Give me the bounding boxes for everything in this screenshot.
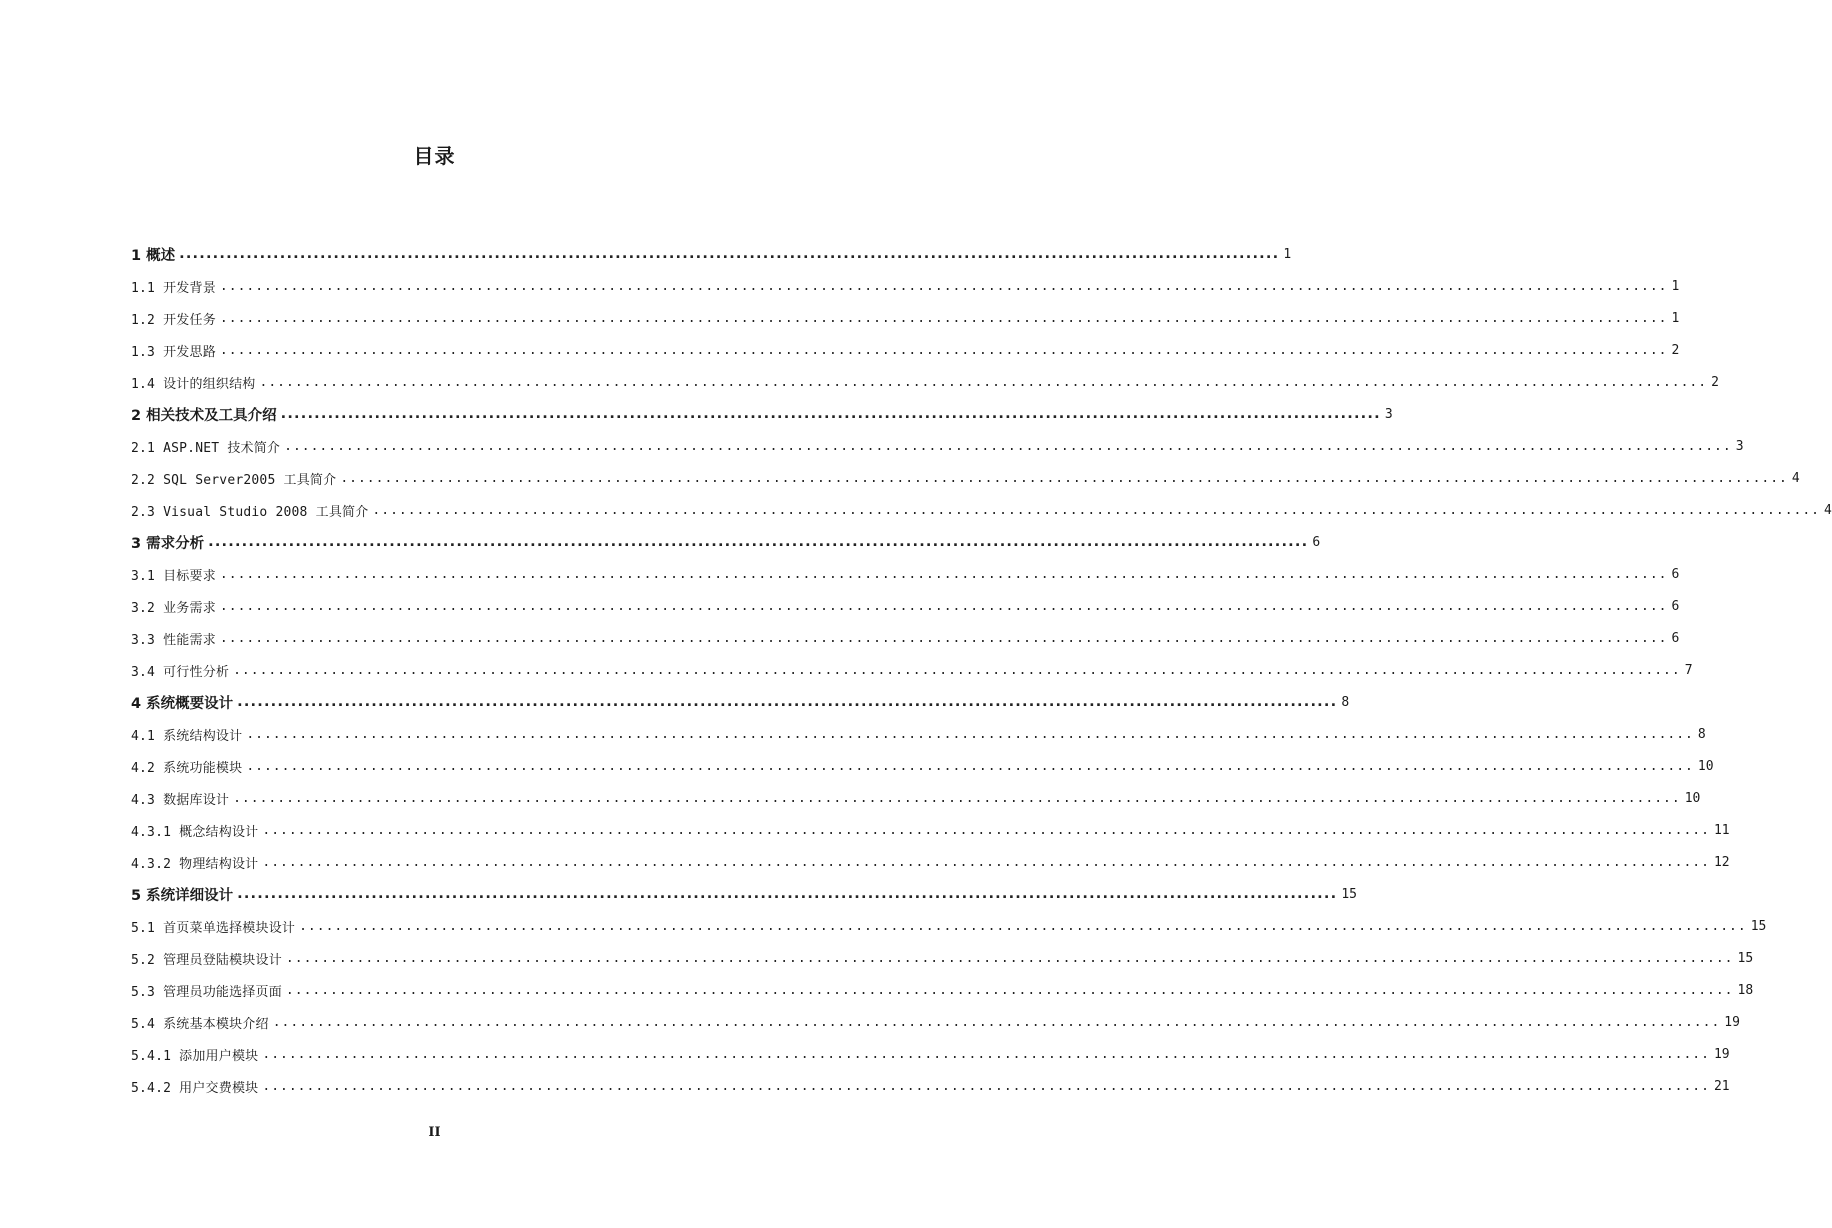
toc-entry-label: 4 系统概要设计 (131, 695, 234, 712)
toc-entry-page-number: 1 (1671, 310, 1680, 326)
toc-entry-page-number: 3 (1384, 406, 1393, 422)
toc-entry-page-number: 8 (1341, 694, 1350, 710)
toc-entry-page-number: 6 (1671, 598, 1680, 614)
toc-section-entry[interactable] (131, 1070, 1730, 1102)
toc-entry-page-number: 2 (1711, 374, 1719, 390)
toc-dot-leader: .................................................................................................................................................................... (219, 566, 1668, 582)
toc-dot-leader: .................................................................................................................................................................... (340, 470, 1788, 486)
toc-section-entry[interactable] (131, 910, 1767, 942)
toc-section-entry[interactable] (131, 750, 1714, 782)
toc-entry-page-number: 15 (1341, 886, 1357, 902)
toc-entry-page-number: 15 (1750, 918, 1767, 934)
toc-entry-label: 1.4 设计的组织结构 (131, 376, 256, 392)
toc-entry-page-number: 19 (1713, 1046, 1730, 1062)
toc-entry-label: 2.1 ASP.NET 技术简介 (131, 440, 281, 456)
toc-entry-label: 5.4 系统基本模块介绍 (131, 1016, 269, 1032)
toc-chapter-entry[interactable] (131, 238, 1292, 270)
toc-dot-leader: .................................................................................................................................................................... (219, 278, 1668, 294)
toc-dot-leader: .................................................................................................................................................................... (246, 726, 1694, 742)
toc-section-entry[interactable] (131, 302, 1680, 334)
toc-dot-leader: .................................................................................................................................................................... (262, 854, 1710, 870)
toc-section-entry[interactable] (131, 1006, 1740, 1038)
toc-entry-label: 3.4 可行性分析 (131, 664, 230, 680)
toc-entry-label: 1.3 开发思路 (131, 344, 216, 360)
toc-entry-page-number: 2 (1671, 342, 1680, 358)
toc-entry-label: 2.2 SQL Server2005 工具简介 (131, 472, 337, 488)
toc-dot-leader: .................................................................................................................................................................... (233, 662, 1681, 678)
toc-dot-leader: .................................................................................................................................................................... (179, 246, 1280, 262)
toc-entry-label: 1.2 开发任务 (131, 312, 216, 328)
toc-chapter-entry[interactable] (131, 398, 1393, 430)
toc-entry-page-number: 21 (1713, 1078, 1730, 1094)
toc-section-entry[interactable] (131, 654, 1693, 686)
toc-entry-label: 3.3 性能需求 (131, 632, 216, 648)
toc-entry-page-number: 18 (1737, 982, 1754, 998)
toc-entry-page-number: 3 (1735, 438, 1744, 454)
toc-dot-leader: .................................................................................................................................................................... (246, 758, 1694, 774)
toc-dot-leader: .................................................................................................................................................................... (219, 630, 1668, 646)
toc-entry-page-number: 6 (1671, 630, 1680, 646)
toc-entry-page-number: 4 (1824, 502, 1832, 518)
toc-entry-label: 1 概述 (131, 247, 176, 264)
toc-dot-leader: .................................................................................................................................................................... (219, 598, 1668, 614)
toc-entry-label: 5.1 首页菜单选择模块设计 (131, 920, 296, 936)
toc-section-entry[interactable] (131, 494, 1832, 526)
toc-entry-page-number: 7 (1684, 662, 1693, 678)
toc-section-entry[interactable] (131, 974, 1754, 1006)
toc-entry-label: 3 需求分析 (131, 535, 205, 552)
toc-entry-label: 2.3 Visual Studio 2008 工具简介 (131, 504, 369, 520)
toc-entry-page-number: 19 (1724, 1014, 1740, 1030)
page-title: 目录 (413, 144, 456, 168)
page-number: II (428, 1125, 441, 1140)
toc-chapter-entry[interactable] (131, 878, 1357, 910)
toc-section-entry[interactable] (131, 942, 1754, 974)
toc-dot-leader: .................................................................................................................................................................... (280, 406, 1381, 422)
toc-dot-leader: .................................................................................................................................................................... (233, 790, 1681, 806)
toc-entry-label: 5 系统详细设计 (131, 887, 234, 904)
toc-entry-label: 4.3 数据库设计 (131, 792, 230, 808)
table-of-contents (131, 238, 1832, 1102)
toc-entry-label: 3.1 目标要求 (131, 568, 216, 584)
toc-dot-leader: .................................................................................................................................................................... (259, 374, 1708, 390)
toc-entry-label: 4.3.1 概念结构设计 (131, 824, 259, 840)
toc-section-entry[interactable] (131, 718, 1706, 750)
toc-dot-leader: .................................................................................................................................................................... (372, 502, 1820, 518)
toc-section-entry[interactable] (131, 558, 1680, 590)
toc-section-entry[interactable] (131, 270, 1680, 302)
toc-entry-label: 4.1 系统结构设计 (131, 728, 243, 744)
toc-entry-label: 5.4.1 添加用户模块 (131, 1048, 259, 1064)
toc-dot-leader: .................................................................................................................................................................... (262, 822, 1710, 838)
toc-entry-label: 3.2 业务需求 (131, 600, 216, 616)
toc-chapter-entry[interactable] (131, 686, 1350, 718)
toc-section-entry[interactable] (131, 590, 1680, 622)
toc-entry-label: 5.3 管理员功能选择页面 (131, 984, 282, 1000)
toc-chapter-entry[interactable] (131, 526, 1321, 558)
toc-entry-label: 4.3.2 物理结构设计 (131, 856, 259, 872)
toc-entry-page-number: 10 (1684, 790, 1701, 806)
toc-entry-label: 5.4.2 用户交费模块 (131, 1080, 259, 1096)
toc-entry-page-number: 8 (1697, 726, 1706, 742)
toc-entry-page-number: 11 (1713, 822, 1730, 838)
toc-dot-leader: .................................................................................................................................................................... (262, 1046, 1710, 1062)
toc-dot-leader: .................................................................................................................................................................... (272, 1014, 1721, 1030)
toc-section-entry[interactable] (131, 430, 1744, 462)
toc-section-entry[interactable] (131, 366, 1719, 398)
toc-section-entry[interactable] (131, 846, 1730, 878)
toc-dot-leader: .................................................................................................................................................................... (237, 886, 1338, 902)
toc-entry-page-number: 12 (1713, 854, 1730, 870)
toc-entry-page-number: 4 (1791, 470, 1800, 486)
toc-entry-page-number: 6 (1671, 566, 1680, 582)
toc-entry-label: 5.2 管理员登陆模块设计 (131, 952, 282, 968)
toc-section-entry[interactable] (131, 462, 1800, 494)
toc-dot-leader: .................................................................................................................................................................... (262, 1078, 1710, 1094)
toc-dot-leader: .................................................................................................................................................................... (237, 694, 1338, 710)
toc-section-entry[interactable] (131, 622, 1680, 654)
toc-entry-page-number: 15 (1737, 950, 1754, 966)
toc-section-entry[interactable] (131, 1038, 1730, 1070)
toc-section-entry[interactable] (131, 334, 1680, 366)
toc-dot-leader: .................................................................................................................................................................... (219, 342, 1668, 358)
toc-entry-page-number: 6 (1312, 534, 1321, 550)
toc-dot-leader: .................................................................................................................................................................... (285, 982, 1734, 998)
toc-dot-leader: .................................................................................................................................................................... (219, 310, 1668, 326)
toc-section-entry[interactable] (131, 782, 1701, 814)
toc-entry-label: 2 相关技术及工具介绍 (131, 407, 277, 424)
toc-entry-label: 1.1 开发背景 (131, 280, 216, 296)
toc-entry-page-number: 10 (1697, 758, 1714, 774)
toc-dot-leader: .................................................................................................................................................................... (284, 438, 1732, 454)
toc-dot-leader: .................................................................................................................................................................... (285, 950, 1734, 966)
toc-section-entry[interactable] (131, 814, 1730, 846)
toc-dot-leader: .................................................................................................................................................................... (299, 918, 1747, 934)
toc-dot-leader: .................................................................................................................................................................... (208, 534, 1309, 550)
toc-entry-page-number: 1 (1283, 246, 1292, 262)
toc-entry-label: 4.2 系统功能模块 (131, 760, 243, 776)
toc-entry-page-number: 1 (1671, 278, 1680, 294)
